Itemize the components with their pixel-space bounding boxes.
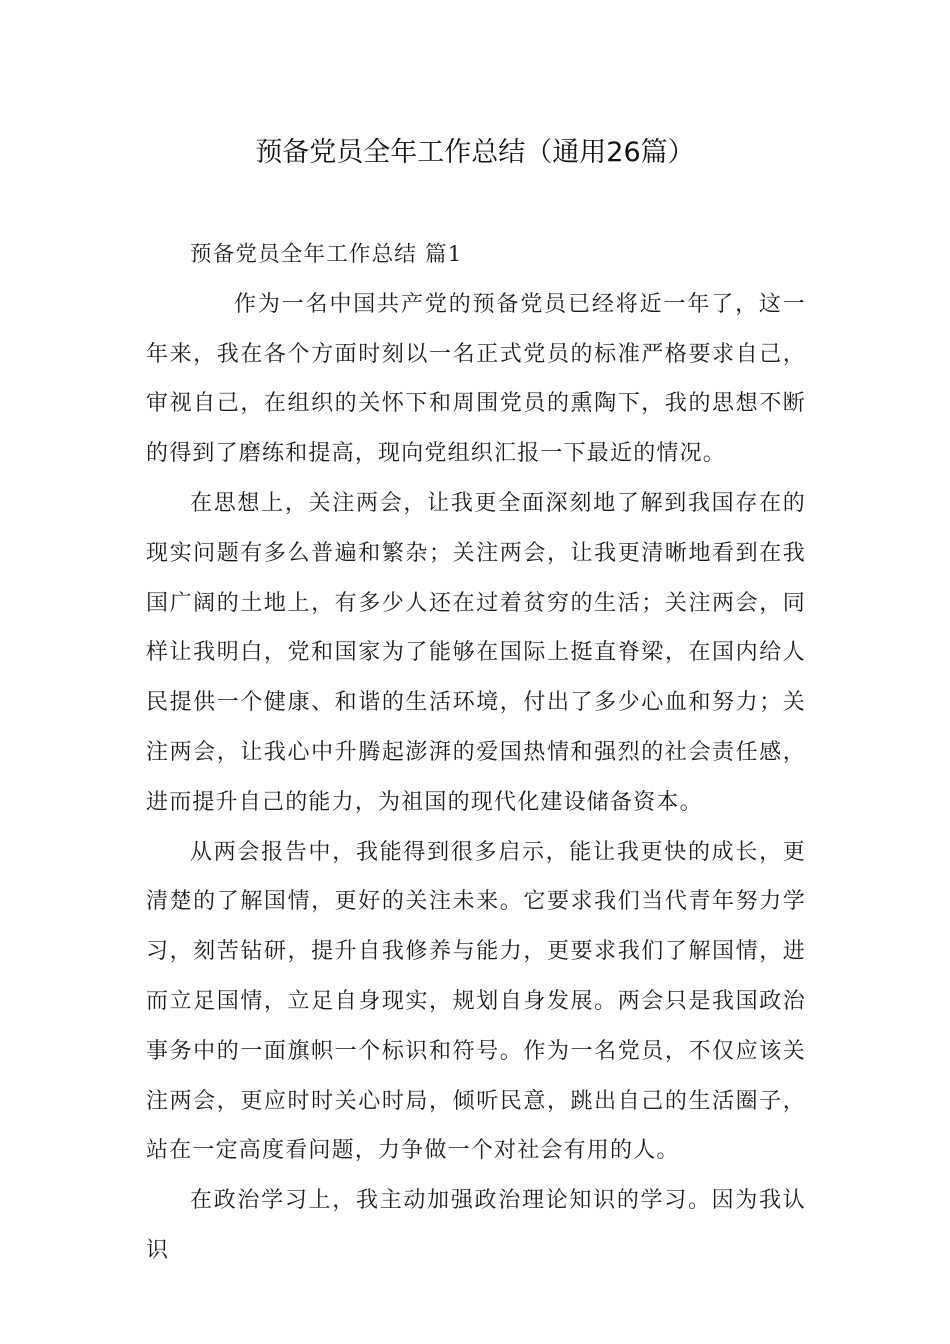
paragraph-4: 在政治学习上，我主动加强政治理论知识的学习。因为我认识 bbox=[146, 1188, 806, 1263]
document-title: 预备党员全年工作总结（通用26篇） bbox=[255, 137, 695, 168]
paragraph-2: 在思想上，关注两会，让我更全面深刻地了解到我国存在的现实问题有多么普遍和繁杂；关注两会，让我更清晰地看到在我国广阔的土地上，有多少人还在过着贫穷的生活；关注两会，同样让我明白，党和国家为了能够在国际上挺直脊梁，在国内给人民提供一个健康、和谐的生活环境，付出了多少心血和努力；关注两会，让我心中升腾起澎湃的爱国热情和强烈的社会责任感，进而提升自己的能力，为祖国的现代化建设储备资本。 bbox=[146, 490, 806, 815]
section-heading: 预备党员全年工作总结 篇1 bbox=[190, 242, 463, 267]
paragraph-3: 从两会报告中，我能得到很多启示，能让我更快的成长，更清楚的了解国情，更好的关注未来。它要求我们当代青年努力学习，刻苦钻研，提升自我修养与能力，更要求我们了解国情，进而立足国情，立足自身现实，规划自身发展。两会只是我国政治事务中的一面旗帜一个标识和符号。作为一名党员，不仅应该关注两会，更应时时关心时局，倾听民意，跳出自己的生活圈子，站在一定高度看问题，力争做一个对社会有用的人。 bbox=[146, 839, 806, 1164]
document-body bbox=[146, 230, 806, 1276]
paragraph-1: 作为一名中国共产党的预备党员已经将近一年了，这一年来，我在各个方面时刻以一名正式党员的标准严格要求自己，审视自己，在组织的关怀下和周围党员的熏陶下，我的思想不断的得到了磨练和提高，现向党组织汇报一下最近的情况。 bbox=[146, 291, 806, 467]
